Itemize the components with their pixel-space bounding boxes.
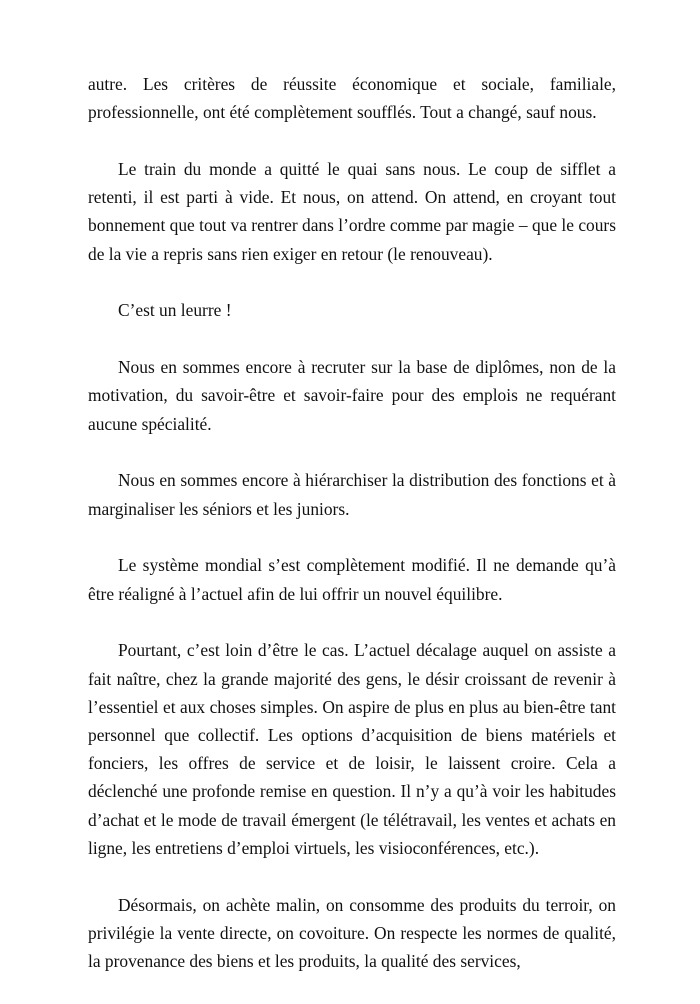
paragraph-8: Désormais, on achète malin, on consomme des produits du terroir, on privilégie la vente directe, on covoiture. On respecte les normes de qualité, la provenance des biens et les produits, la qualité des services, <box>88 894 616 972</box>
paragraph-7: Pourtant, c’est loin d’être le cas. L’actuel décalage auquel on assiste a fait naître, chez la grande majorité des gens, le désir croissant de revenir à l’essentiel et aux choses simples. On aspire de plus en plus au bien-être tant personnel que collectif. Les options d’acquisition de biens matériels et fonciers, les offres de service et de loisir, le laissent croire. Cela a déclenché une profonde remise en question. Il n’y a qu’à voir les habitudes d’achat et le mode de travail émergent (le télétravail, les ventes et achats en ligne, les entretiens d’emploi virtuels, les visioconférences, etc.). <box>88 640 616 858</box>
document-page <box>88 70 616 1004</box>
paragraph-4: Nous en sommes encore à recruter sur la base de diplômes, non de la motivation, du savoir-être et savoir-faire pour des emplois ne requérant aucune spécialité. <box>88 357 616 434</box>
paragraph-2: Le train du monde a quitté le quai sans nous. Le coup de sifflet a retenti, il est parti à vide. Et nous, on attend. On attend, en croyant tout bonnement que tout va rentrer dans l’ordre comme par magie – que le cours de la vie a repris sans rien exiger en retour (le renouveau). <box>88 159 616 264</box>
paragraph-6: Le système mondial s’est complètement modifié. Il ne demande qu’à être réaligné à l’actuel afin de lui offrir un nouvel équilibre. <box>88 555 616 604</box>
paragraph-1: autre. Les critères de réussite économique et sociale, familiale, professionnelle, ont été complètement soufflés. Tout a changé, sauf nous. <box>88 74 616 123</box>
paragraph-5: Nous en sommes encore à hiérarchiser la distribution des fonctions et à marginaliser les séniors et les juniors. <box>88 470 616 519</box>
paragraph-3: C’est un leurre ! <box>118 300 232 321</box>
